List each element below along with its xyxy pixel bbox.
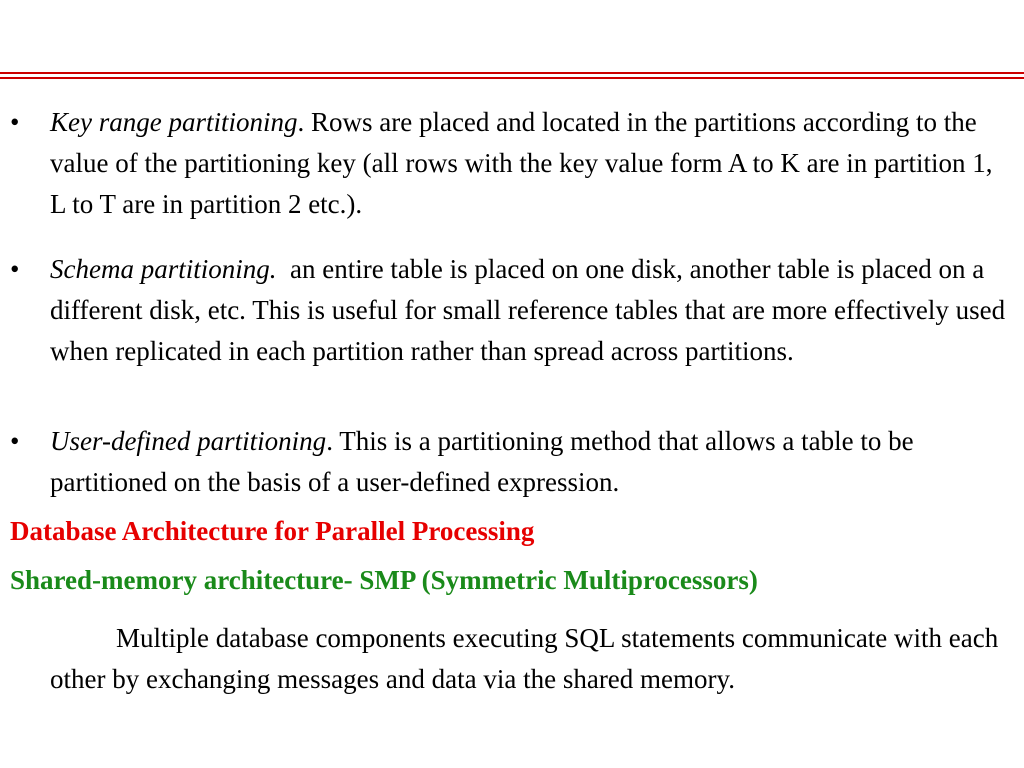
bullet-schema-partitioning	[10, 249, 1010, 372]
bullet-marker: •	[10, 254, 20, 284]
top-rule	[0, 72, 1024, 74]
subsection-heading: Shared-memory architecture- SMP (Symmetric Multiprocessors)	[10, 565, 758, 595]
bullet-marker: •	[10, 426, 20, 456]
bullet-text	[50, 421, 1010, 503]
bullet-text	[50, 102, 1010, 225]
section-heading: Database Architecture for Parallel Processing	[10, 516, 535, 546]
bullet-body: . Rows are placed and located in the partitions according to the value of the partitioning key (all rows with the key value form A to K are in partition 1, L to T are in partition 2 etc.).	[50, 107, 993, 219]
body-paragraph: Multiple database components executing SQL statements communicate with each other by exchanging messages and data via the shared memory.	[50, 623, 999, 694]
bullet-term: Schema partitioning.	[50, 254, 277, 284]
top-rule-secondary	[0, 77, 1024, 79]
bullet-user-defined-partitioning	[10, 421, 1010, 503]
bullet-text	[50, 249, 1010, 372]
bullet-key-range-partitioning	[10, 102, 1010, 225]
bullet-body: . This is a partitioning method that allows a table to be partitioned on the basis of a user-defined expression.	[50, 426, 914, 497]
bullet-body: an entire table is placed on one disk, another table is placed on a different disk, etc. This is useful for small reference tables that are more effectively used when replicated in each partition rather than spread across partitions.	[50, 254, 1012, 366]
bullet-term: Key range partitioning	[50, 107, 298, 137]
bullet-marker: •	[10, 107, 20, 137]
bullet-term: User-defined partitioning	[50, 426, 327, 456]
